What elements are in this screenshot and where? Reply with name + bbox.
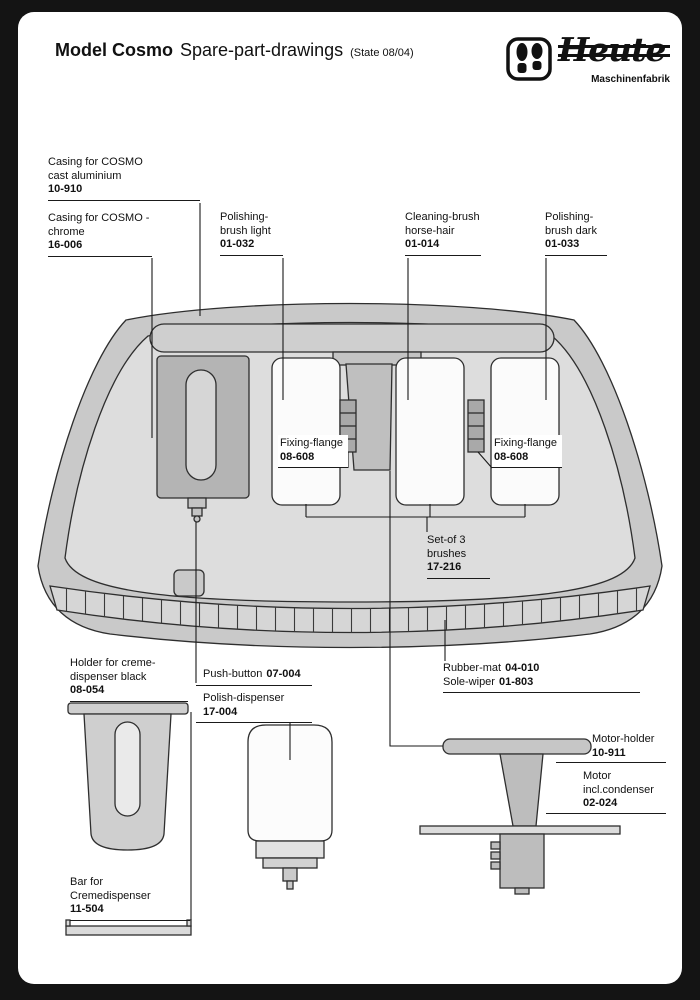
label-cleaning-brush: Cleaning-brush horse-hair 01-014 <box>405 211 481 256</box>
state-note: (State 08/04) <box>350 47 414 59</box>
label-polishing-brush-dark: Polishing- brush dark 01-033 <box>545 211 607 256</box>
label-motor-holder: Motor-holder 10-911 <box>592 733 655 759</box>
label-motor: Motor incl.condenser 02-024 <box>583 770 654 809</box>
label-polishing-brush-light: Polishing- brush light 01-032 <box>220 211 283 256</box>
bar-drawing <box>66 920 191 935</box>
machine-body-drawing <box>38 304 662 648</box>
label-push-button: Push-button 07-004 <box>196 668 312 686</box>
page-title <box>55 40 414 61</box>
brush-right-shape <box>491 358 559 505</box>
label-casing-chrome: Casing for COSMO - chrome 16-006 <box>48 212 152 257</box>
brand-subtitle: Maschinenfabrik <box>591 74 670 85</box>
motor-underline <box>546 813 666 814</box>
label-fixing-flange-left: Fixing-flange 08-608 <box>278 435 348 468</box>
fixing-flange-right-shape <box>468 400 484 452</box>
label-rubber-mat: Rubber-mat 04-010 Sole-wiper 01-803 <box>443 662 640 693</box>
brand-name: Heute <box>558 30 666 69</box>
model-name: Model Cosmo <box>55 40 174 60</box>
heute-logo <box>506 30 670 90</box>
dispenser-panel-slot-shape <box>186 370 216 480</box>
top-opening-shape <box>150 324 554 352</box>
brush-left-shape <box>272 358 340 505</box>
label-creme-holder: Holder for creme- dispenser black 08-054 <box>70 657 188 702</box>
label-casing-aluminium: Casing for COSMO cast aluminium 10-910 <box>48 156 200 201</box>
brush-middle-shape <box>396 358 464 505</box>
shoe-soles-icon <box>506 37 552 81</box>
label-brush-set: Set-of 3 brushes 17-216 <box>427 534 490 579</box>
base-detail-shape <box>174 570 204 596</box>
label-fixing-flange-right: Fixing-flange 08-608 <box>492 435 562 468</box>
holder-drawing <box>68 703 188 850</box>
label-bar: Bar for Cremedispenser 11-504 <box>70 876 190 921</box>
motor-holder-underline <box>556 762 666 763</box>
label-polish-dispenser: Polish-dispenser 17-004 <box>196 692 312 723</box>
sheet-type: Spare-part-drawings <box>180 40 344 60</box>
